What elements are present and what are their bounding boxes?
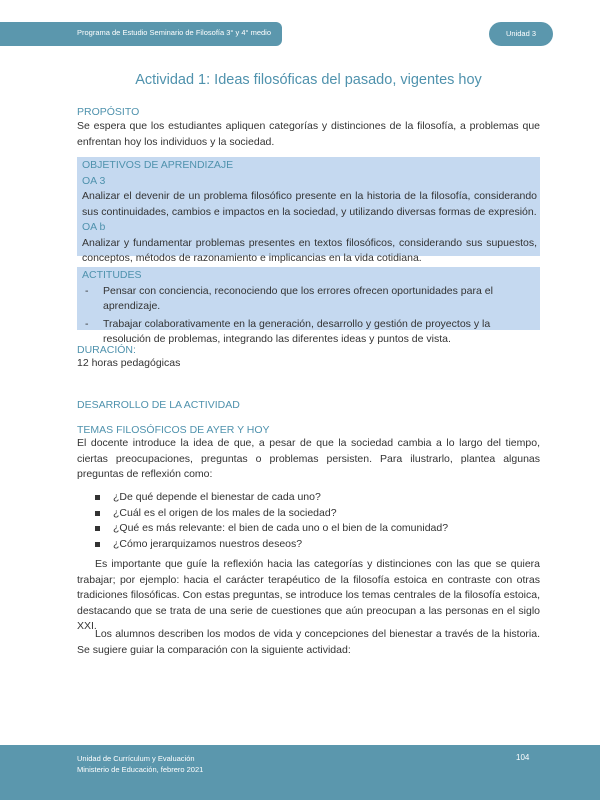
temas-subheading: TEMAS FILOSÓFICOS DE AYER Y HOY <box>77 424 270 436</box>
actitud-item <box>82 317 537 348</box>
oab-text: Analizar y fundamentar problemas presentes en textos filosóficos, considerando sus supuestos, conceptos, métodos de razonamiento e implicancias en la vida cotidiana. <box>82 236 537 264</box>
paragraph-guidance: Es importante que guíe la reflexión hacia las categorías y distinciones con las que se quiera trabajar; por ejemplo: hacia el carácter terapéutico de la filosofía estoica en contraste con otras tradiciones filosóficas. Con estas preguntas, se introduce los temas centrales de la filosofía estoica, destacando que se trata de una serie de cuestiones que aún preocupan a las personas en el siglo XXI. <box>77 558 540 632</box>
square-bullet-icon <box>95 526 100 531</box>
dash-marker: - <box>85 317 89 330</box>
header-bar <box>0 22 282 46</box>
proposito-heading: PROPÓSITO <box>77 106 140 118</box>
actitud-text: Pensar con conciencia, reconociendo que los errores ofrecen oportunidades para el aprendizaje. <box>103 284 493 312</box>
proposito-text: Se espera que los estudiantes apliquen categorías y distinciones de la filosofía, a problemas que enfrentan hoy los individuos y la sociedad. <box>77 120 540 148</box>
square-bullet-icon <box>95 495 100 500</box>
program-title: Programa de Estudio Seminario de Filosofía 3° y 4° medio <box>77 28 272 37</box>
actitudes-box <box>77 267 540 345</box>
question-text: ¿Cuál es el origen de los males de la sociedad? <box>113 506 337 519</box>
list-item <box>94 521 448 537</box>
list-item <box>94 537 448 553</box>
paragraph-comparison: Los alumnos describen los modos de vida y concepciones del bienestar a través de la historia. Se sugiere guiar la comparación con la siguiente actividad: <box>77 628 540 656</box>
footer-ministry: Ministerio de Educación, febrero 2021 <box>77 765 204 774</box>
unit-badge: Unidad 3 <box>489 22 553 46</box>
duracion-heading: DURACIÓN: <box>77 344 136 356</box>
desarrollo-heading: DESARROLLO DE LA ACTIVIDAD <box>77 399 240 411</box>
activity-title: Actividad 1: Ideas filosóficas del pasado, vigentes hoy <box>135 72 482 88</box>
oa3-label: OA 3 <box>82 174 106 187</box>
square-bullet-icon <box>95 511 100 516</box>
question-text: ¿De qué depende el bienestar de cada uno? <box>113 491 321 503</box>
list-item <box>94 490 448 506</box>
objetivos-box <box>77 157 540 264</box>
desarrollo-intro: El docente introduce la idea de que, a pesar de que la sociedad cambia a lo largo del tiempo, ciertas preocupaciones, preguntas o problemas persisten. Para ilustrarlo, plantea algunas preguntas de reflexión como: <box>77 437 540 480</box>
page-number: 104 <box>516 753 530 762</box>
list-item <box>94 506 448 522</box>
footer-bar <box>0 745 600 800</box>
actitud-text: Trabajar colaborativamente en la generación, desarrollo y gestión de proyectos y la resolución de problemas, integrando las diferentes ideas y puntos de vista. <box>103 317 491 345</box>
question-list <box>94 490 448 552</box>
oab-label: OA b <box>82 221 106 233</box>
objetivos-heading: OBJETIVOS DE APRENDIZAJE <box>82 159 234 171</box>
duracion-text: 12 horas pedagógicas <box>77 357 181 369</box>
question-text: ¿Cómo jerarquizamos nuestros deseos? <box>113 537 303 550</box>
question-text: ¿Qué es más relevante: el bien de cada uno o el bien de la comunidad? <box>113 522 449 534</box>
oa3-text: Analizar el devenir de un problema filosófico presente en la historia de la filosofía, considerando sus continuidades, cambios e impactos en la sociedad, y utilizando diversas formas de expresión. <box>82 190 537 218</box>
actitud-item <box>82 284 537 315</box>
actitudes-heading: ACTITUDES <box>82 269 142 281</box>
footer-unit: Unidad de Currículum y Evaluación <box>77 754 195 763</box>
square-bullet-icon <box>95 542 100 547</box>
dash-marker: - <box>85 284 89 297</box>
